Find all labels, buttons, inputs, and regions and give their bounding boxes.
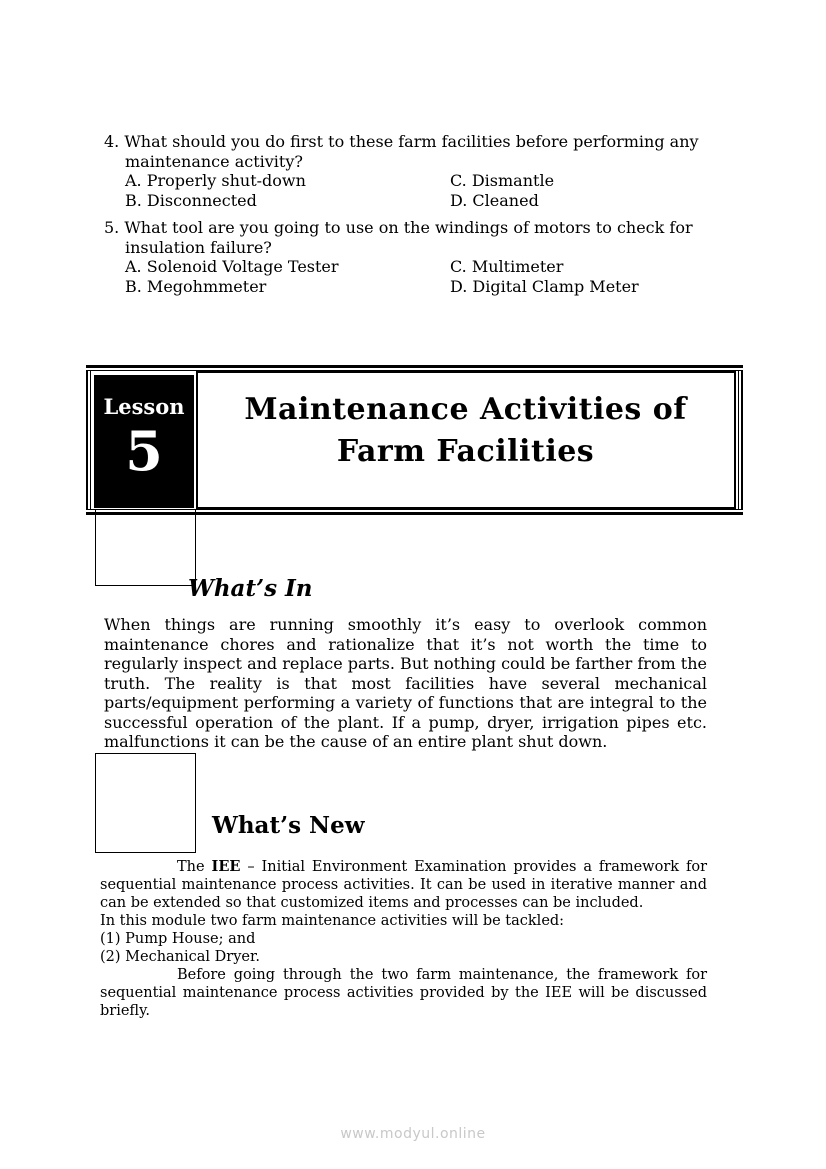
text-span: The bbox=[177, 859, 212, 875]
paragraph-line: malfunctions it can be the cause of an entire plant shut down. bbox=[104, 732, 608, 751]
iee-bold: IEE bbox=[211, 858, 241, 875]
choice-d: D. Digital Clamp Meter bbox=[450, 276, 639, 296]
whats-new-icon-frame bbox=[95, 753, 196, 853]
paragraph-line: truth. The reality is that most facilities have several mechanical bbox=[104, 673, 707, 693]
whats-in-heading: What’s In bbox=[188, 575, 313, 602]
lesson-title-line2: Farm Facilities bbox=[336, 434, 595, 469]
question-number: 4. bbox=[104, 132, 120, 151]
lesson-badge bbox=[94, 375, 194, 508]
paragraph-line: regularly inspect and replace parts. But nothing could be farther from the bbox=[104, 654, 707, 673]
question-text: What should you do first to these farm facilities before performing any bbox=[124, 132, 699, 151]
paragraph-line: When things are running smoothly it’s easy to overlook common bbox=[104, 615, 707, 634]
paragraph-line: parts/equipment performing a variety of functions that are integral to the bbox=[104, 693, 707, 712]
question-text-continued: insulation failure? bbox=[125, 237, 272, 257]
paragraph-line: briefly. bbox=[100, 1003, 150, 1019]
choice-a: A. Properly shut-down bbox=[125, 171, 306, 190]
whats-new-heading: What’s New bbox=[212, 812, 365, 839]
list-item: (2) Mechanical Dryer. bbox=[100, 949, 260, 965]
watermark: www.modyul.online bbox=[340, 1126, 486, 1142]
choice-b: B. Disconnected bbox=[125, 190, 257, 210]
lesson-label: Lesson bbox=[103, 394, 185, 419]
question-4 bbox=[104, 132, 699, 152]
choice-c: C. Dismantle bbox=[450, 171, 555, 190]
choice-b: B. Megohmmeter bbox=[125, 276, 267, 296]
lesson-title-box bbox=[197, 371, 736, 509]
question-text-continued: maintenance activity? bbox=[125, 151, 303, 171]
question-number: 5. bbox=[104, 218, 120, 237]
list-item: (1) Pump House; and bbox=[100, 931, 256, 947]
text-span: – Initial Environment Examination provides a framework for bbox=[240, 859, 708, 875]
paragraph-line bbox=[100, 858, 707, 876]
question-text: What tool are you going to use on the windings of motors to check for bbox=[124, 218, 693, 237]
paragraph-line: sequential maintenance process activities. It can be used in iterative manner and bbox=[100, 877, 707, 893]
lesson-title-line1: Maintenance Activities of bbox=[244, 392, 687, 427]
lesson-title bbox=[197, 373, 734, 473]
question-5 bbox=[104, 218, 693, 238]
lesson-number: 5 bbox=[125, 419, 163, 483]
paragraph-line: In this module two farm maintenance activities will be tackled: bbox=[100, 913, 565, 929]
whats-in-paragraph bbox=[104, 615, 707, 752]
paragraph-line: can be extended so that customized items and processes can be included. bbox=[100, 895, 644, 911]
paragraph-line: successful operation of the plant. If a pump, dryer, irrigation pipes etc. bbox=[104, 712, 707, 732]
whats-new-paragraph bbox=[100, 858, 707, 1020]
choice-c: C. Multimeter bbox=[450, 257, 564, 276]
choice-a: A. Solenoid Voltage Tester bbox=[125, 257, 339, 276]
choice-d: D. Cleaned bbox=[450, 190, 539, 210]
paragraph-line: sequential maintenance process activities provided by the IEE will be discussed bbox=[100, 985, 707, 1001]
whats-in-icon-frame bbox=[95, 510, 196, 586]
paragraph-line: Before going through the two farm maintenance, the framework for bbox=[177, 967, 707, 983]
paragraph-line: maintenance chores and rationalize that it’s not worth the time to bbox=[104, 634, 707, 654]
